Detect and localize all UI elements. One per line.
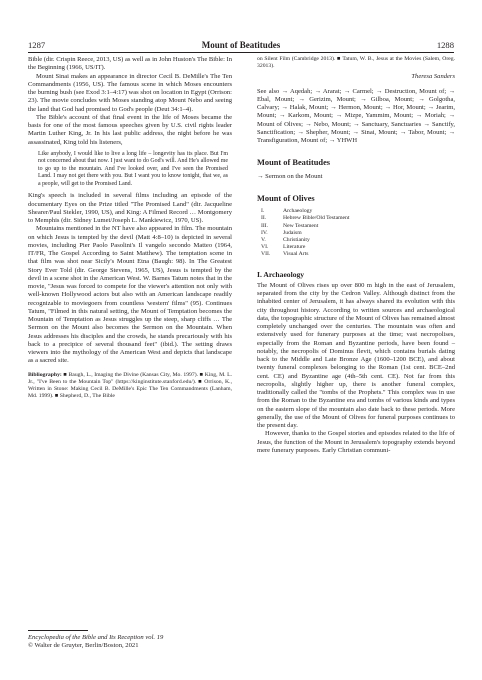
bibliography-entries: ■ Baugh, L., Imaging the Divine (Kansas City, Mo. 1997). ■ King, M. L. Jr., "I've Been to the Mountain Top" (https://kinginstitute.stanford.edu/). ■ Orrison, K., Written in Stone: Making Cecil B. DeMille's Epic The Ten Commandments (Lanham, Md. 1999). ■ Shepherd, D., The Bible [28, 371, 233, 400]
footer-copyright: © Walter de Gruyter, Berlin/Boston, 2021 [28, 642, 139, 650]
footer-rule [28, 630, 88, 631]
article-author: Theresa Sanders [411, 73, 455, 81]
section-heading-archaeology: I. Archaeology [257, 269, 305, 279]
toc-item: V. Christianity [261, 236, 310, 243]
entry-heading-beatitudes: Mount of Beatitudes [257, 158, 331, 168]
toc-item: VII. Visual Arts [261, 251, 309, 258]
toc-item: III. New Testament [261, 222, 319, 229]
page-number-left: 1287 [28, 40, 46, 50]
toc-item: IV. Judaism [261, 229, 302, 236]
toc-item: II. Hebrew Bible/Old Testament [261, 215, 350, 222]
cross-reference-link[interactable]: → Sermon on the Mount [257, 172, 323, 180]
right-column [257, 56, 455, 455]
see-also: See also → Aqedah; → Ararat; → Carmel; → Destruction, Mount of; → Ebal, Mount; → Gerizim, Mount; → Gilboa, Mount; → Golgotha, Calvary; → Halak, Mount; → Hermon, Mount; → Hor, Mount; → Jearim, Mount; → Karkom, Mount; → Mizpe, Yammim, Mount; → Moriah; → Mount of Olives; → Nebo, Mount; → Sanctuary, Sanctuaries → Sanctify, Sanctification; → Shepher, Mount; → Sinai, Mount; → Tabor, Mount; → Transfiguration, Mount of; → YHWH [257, 87, 455, 145]
paragraph: King's speech is included in several films including an episode of the documentary Eyes on the Prize titled "The Promised Land" (dir. Jacqueline Shearer/Paul Stekler, 1990, US), and King: A Filmed Record … Montgomery to Memphis (dir. Sidney Lumet/Joseph L. Mankiewicz, 1970, US). [28, 192, 232, 224]
paragraph: The Bible's account of that final event in the life of Moses became the basis for one of the most famous speeches given by U.S. civil rights leader Martin Luther King, Jr. In his last public address, the night before he was assassinated, King told his listeners, [28, 113, 232, 146]
publication-footer [28, 634, 163, 651]
paragraph: Mount Sinai makes an appearance in director Cecil B. DeMille's The Ten Commandments (1956, US). The famous scene in which Moses encounters the burning bush (see Exod 3:1–4:17) was shot on location in Egypt (Orrison: 23). The movie concludes with Moses standing atop Mount Nebo and seeing the land that God had promised to God's people (Deut 34:1–4). [28, 72, 232, 113]
paragraph: The Mount of Olives rises up over 800 m high in the east of Jerusalem, separated from the city by the Cedron Valley. Although distinct from the inhabited center of Jerusalem, it has always shared its evolution with this city throughout history. According to written sources and archaeological data, the topographic structure of the Mount of Olives has remained almost completely unchanged over the centuries. The mountain was often and extensively used for funerary purposes at the time; vast necropolises, especially from the Roman and Byzantine periods, have been found – notably, the necropolis of Dominus flevit, which contains burials dating back to the Middle and Late Bronze Age (1600–1200 BCE), and about twenty funeral complexes belonging to the Roman (1st cent. BCE–2nd cent. CE) and Byzantine age (4th–5th cent. CE). Not far from this necropolis, slightly higher up, there is another funeral complex, traditionally called the "tombs of the Prophets." This complex was in use from the Roman to the Byzantine era and tombs of various kinds and types on the eastern slope of the mountain also date back to these periods. More generally, the use of the Mount of Olives for funeral purposes continues to the present day. [257, 281, 455, 430]
toc-item: VI. Literature [261, 244, 306, 251]
entry-heading-olives: Mount of Olives [257, 193, 315, 203]
left-column [28, 56, 232, 400]
table-of-contents [261, 208, 455, 258]
paragraph: Bible (dir. Crispin Reece, 2013, US) as well as in John Huston's The Bible: In the Beginning (1966, US/IT). [28, 56, 232, 72]
running-header [28, 38, 454, 52]
bibliography-continued: on Silent Film (Cambridge 2013). ■ Tatum, W. B., Jesus at the Movies (Salem, Oreg. 32013). [257, 56, 455, 70]
paragraph: However, thanks to the Gospel stories and episodes related to the life of Jesus, the function of the Mount in Jerusalem's topography extends beyond mere funerary purposes. Early Christian communi- [257, 430, 455, 454]
bibliography-label: Bibliography: [28, 371, 62, 378]
page-number-right: 1288 [436, 40, 454, 50]
bibliography [28, 372, 232, 401]
paragraph: Mountains mentioned in the NT have also appeared in film. The mountain on which Jesus is tempted by the devil (Matt 4:8–10) is depicted in several movies, including Pier Paolo Pasolini's Il vangelo secondo Matteo (1964, IT/FR, The Gospel According to Saint Matthew). The temptation scene in that film was shot near Sicily's Mount Etna (Baugh: 98). In The Greatest Story Ever Told (dir. George Stevens, 1965, US), Jesus is tempted by the devil in a scene shot in the American West. W. Barnes Tatum notes that in the movie, "Jesus was forced to compete for the viewer's attention not only with well-known Hollywood actors but also with an American landscape readily recognizable to moviegoers from countless 'western' films" (95). Continues Tatum, "Filmed in this natural setting, the Mount of Temptation becomes the Mountain of Temptation as Jesus struggles up the steep, sharp cliffs … The Sermon on the Mount also becomes the Sermon on the Mountain. When Jesus addresses his disciples and the crowds, he stands precariously with his back to a precipice of several thousand feet" (ibid.). The setting draws viewers into the mythology of the American West and depicts that landscape as a sacred site. [28, 225, 232, 365]
header-rule [28, 52, 454, 53]
toc-item: I. Archaeology [261, 208, 313, 215]
footer-publication: Encyclopedia of the Bible and Its Reception vol. 19 [28, 634, 164, 641]
running-title: Mount of Beatitudes [201, 40, 281, 50]
block-quote: Like anybody, I would like to live a long life – longevity has its place. But I'm not concerned about that now. I just want to do God's will. And He's allowed me to go up to the mountain. And I've looked over, and I've seen the Promised Land. I may not get there with you. But I want you to know tonight, that we, as a people, will get to the Promised Land. [38, 150, 228, 187]
